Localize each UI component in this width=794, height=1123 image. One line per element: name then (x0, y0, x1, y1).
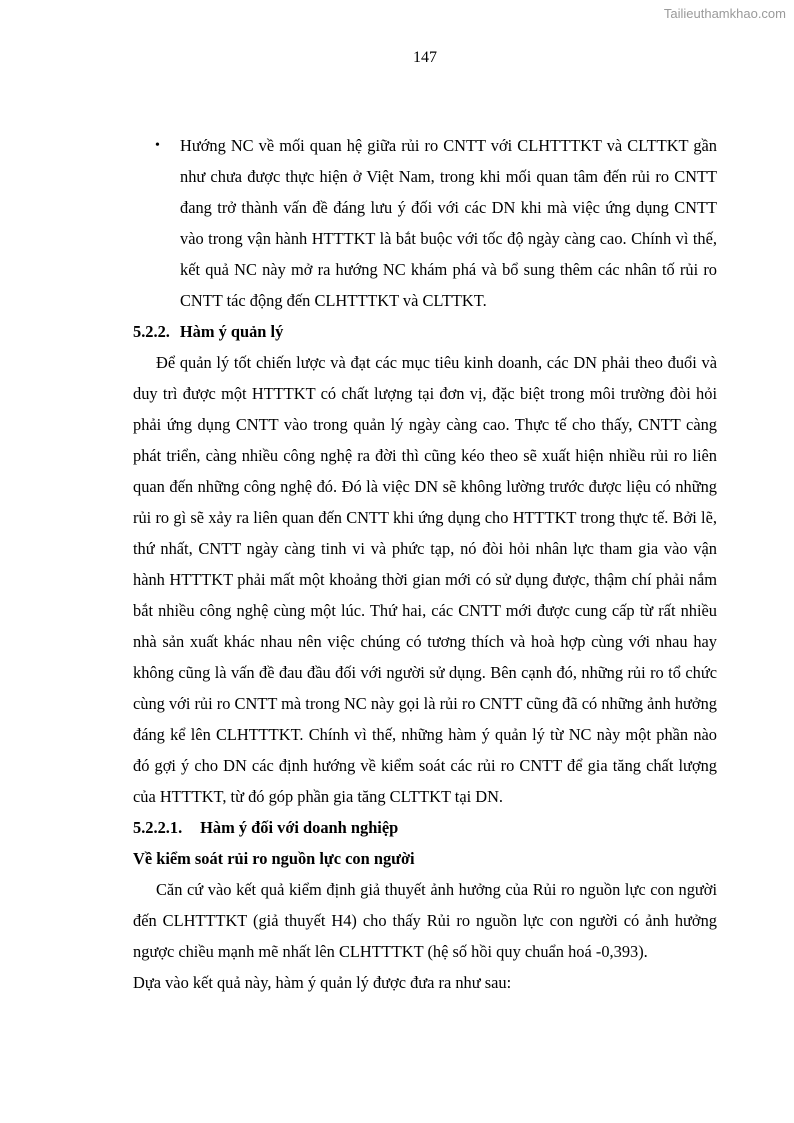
subsection-heading: Về kiểm soát rủi ro nguồn lực con người (133, 849, 415, 868)
bullet-text: Hướng NC về mối quan hệ giữa rủi ro CNTT với CLHTTTKT và CLTTKT gần như chưa được thực hiện ở Việt Nam, trong khi mối quan tâm đến rủi ro CNTT đang trở thành vấn đề đáng lưu ý đối với các DN khi mà việc ứng dụng CNTT vào trong vận hành HTTTKT là bắt buộc với tốc độ ngày càng cao. Chính vì thế, kết quả NC này mở ra hướng NC khám phá và bổ sung thêm các nhân tố rủi ro CNTT tác động đến CLHTTTKT và CLTTKT. (180, 136, 717, 310)
paragraph-human-resource-risk: Căn cứ vào kết quả kiểm định giả thuyết ảnh hưởng của Rủi ro nguồn lực con người đến CLHTTTKT (giả thuyết H4) cho thấy Rủi ro nguồn lực con người có ảnh hưởng ngược chiều mạnh mẽ nhất lên CLHTTTKT (hệ số hồi quy chuẩn hoá -0,393). (133, 880, 717, 961)
section-heading-5-2-2 (133, 316, 717, 347)
section-number: 5.2.2.1. (133, 818, 183, 837)
document-body (133, 130, 717, 998)
paragraph-closing: Dựa vào kết quả này, hàm ý quản lý được đưa ra như sau: (133, 973, 512, 992)
section-number: 5.2.2. (133, 322, 170, 341)
paragraph-management-implications: Để quản lý tốt chiến lược và đạt các mục tiêu kinh doanh, các DN phải theo đuổi và duy trì được một HTTTKT có chất lượng tại đơn vị, đặc biệt trong môi trường đòi hỏi phải ứng dụng CNTT vào trong quản lý ngày càng cao. Thực tế cho thấy, CNTT càng phát triển, càng nhiều công nghệ ra đời thì cũng kéo theo sẽ xuất hiện nhiều rủi ro liên quan đến những công nghệ đó. Đó là việc DN sẽ không lường trước được liệu có những rủi ro gì sẽ xảy ra liên quan đến CNTT khi ứng dụng cho HTTTKT trong thực tế. Bởi lẽ, thứ nhất, CNTT ngày càng tinh vi và phức tạp, nó đòi hỏi nhân lực tham gia vào vận hành HTTTKT phải mất một khoảng thời gian mới có sử dụng được, thậm chí phải nắm bắt nhiều công nghệ cùng một lúc. Thứ hai, các CNTT mới được cung cấp từ rất nhiều nhà sản xuất khác nhau nên việc chúng có tương thích và hoà hợp cùng với nhau hay không cũng là vấn đề đau đầu đối với người sử dụng. Bên cạnh đó, những rủi ro tổ chức cùng với rủi ro CNTT mà trong NC này gọi là rủi ro CNTT cũng đã có những ảnh hưởng đáng kể lên CLHTTTKT. Chính vì thế, những hàm ý quản lý từ NC này một phần nào đó gợi ý cho DN các định hướng về kiểm soát các rủi ro CNTT để gia tăng chất lượng của HTTTKT, từ đó góp phần gia tăng CLTTKT tại DN. (133, 353, 717, 806)
watermark: Tailieuthamkhao.com (663, 6, 786, 21)
section-title: Hàm ý quản lý (179, 322, 284, 341)
section-title: Hàm ý đối với doanh nghiệp (200, 818, 399, 837)
bullet-icon: • (155, 138, 160, 153)
page-number: 147 (413, 49, 437, 66)
section-heading-5-2-2-1 (133, 812, 717, 843)
bullet-item (133, 130, 717, 316)
